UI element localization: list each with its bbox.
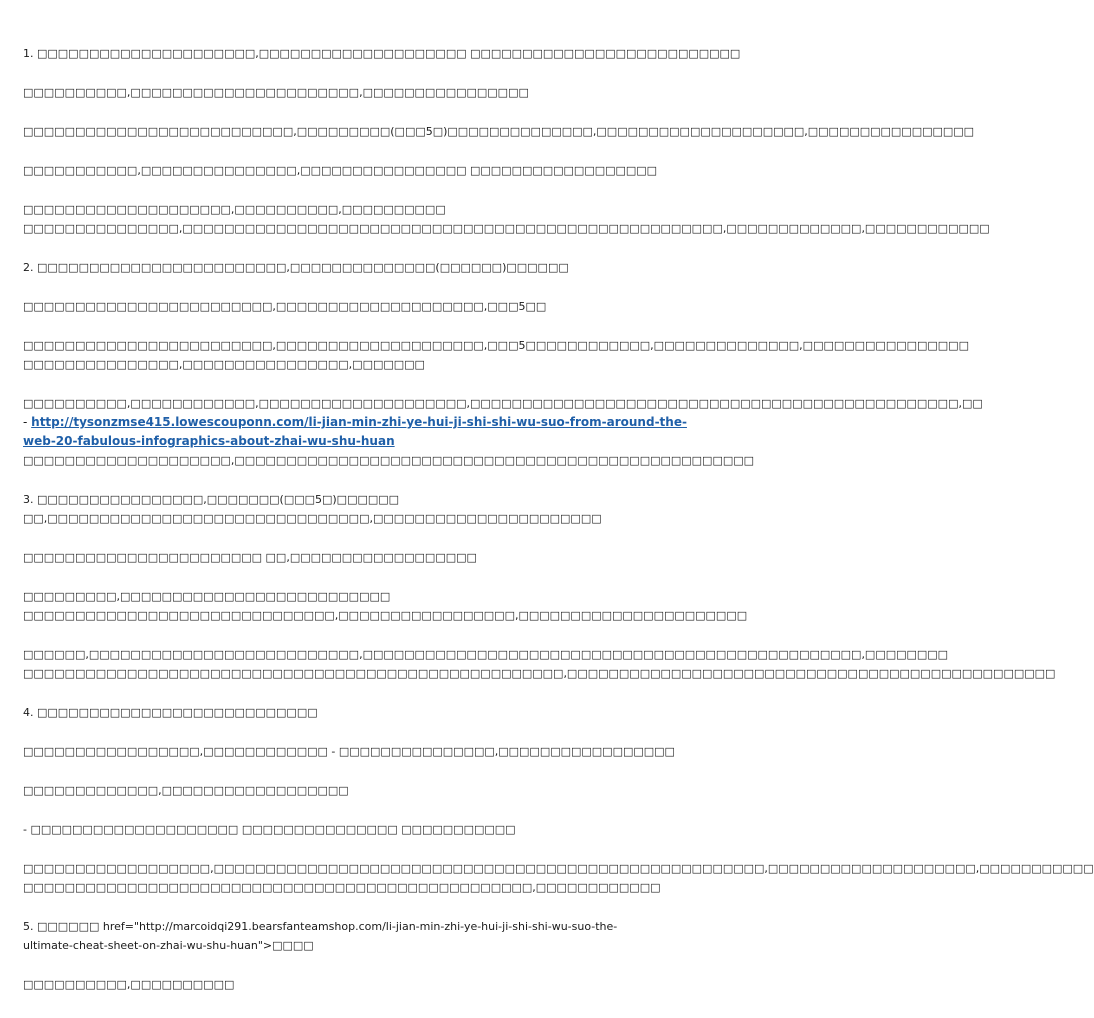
paragraph-line: □□□□□□□□□□□□□□□,□□□□□□□□□□□□□□□□□□□□□□□□□□□□□□□□□□□□□□□□□□□□□□□□□□□□,□□□□□□□□□□□□□,□□□□□□□□□□□□ bbox=[23, 222, 990, 235]
paragraph-line: □□□□□□□□□□□□□□□□□□□□□□□□□□□□□□□□□□□□□□□□□□□□□□□□□□□□,□□□□□□□□□□□□□□□□□□□□□□□□□□□□□□□□□□□□□□□□□□□□□□□ bbox=[23, 667, 1056, 680]
paragraph-4 bbox=[23, 161, 720, 180]
paragraph-line: □□□□□□□□□□□□□□□,□□□□□□□□□□□□□□□□,□□□□□□□ bbox=[23, 358, 425, 371]
paragraph-line: □□□□□□□□□□□□□□□□□□□□□□□□,□□□□□□□□□□□□□□□□□□□□,□□□5□□ bbox=[23, 300, 547, 313]
paragraph-12 bbox=[23, 587, 748, 625]
section-3-heading bbox=[23, 490, 720, 528]
paragraph-1 bbox=[23, 44, 741, 63]
dash-marker: - bbox=[23, 415, 32, 429]
paragraph-16 bbox=[23, 781, 720, 800]
paragraph-line: 3. □□□□□□□□□□□□□□□□,□□□□□□□(□□□5□)□□□□□□ bbox=[23, 493, 400, 506]
paragraph-line: □□,□□□□□□□□□□□□□□□□□□□□□□□□□□□□□□□,□□□□□□□□□□□□□□□□□□□□□□ bbox=[23, 512, 602, 525]
paragraph-7 bbox=[23, 297, 720, 316]
paragraph-line: □□□□□□□□□□□□□□□□□□□□□□□ □□,□□□□□□□□□□□□□□□□□□ bbox=[23, 551, 477, 564]
paragraph-line: □□□□□□□□□□□□□□□□□□□□□□□□,□□□□□□□□□□□□□□□□□□□□,□□□5□□□□□□□□□□□□,□□□□□□□□□□□□□□,□□□□□□□□□□□□□□□□ bbox=[23, 339, 969, 352]
paragraph-line: 1. □□□□□□□□□□□□□□□□□□□□□,□□□□□□□□□□□□□□□□□□□□ □□□□□□□□□□□□□□□□□□□□□□□□□□ bbox=[23, 47, 741, 60]
paragraph-line: □□□□□□□□□□□□□□□□□□□□□□□□□□,□□□□□□□□□(□□□5□)□□□□□□□□□□□□□□,□□□□□□□□□□□□□□□□□□□□,□□□□□□□□□□□□□□□□ bbox=[23, 125, 975, 138]
paragraph-11 bbox=[23, 548, 720, 567]
paragraph-line: □□□□□□□□□□□□□,□□□□□□□□□□□□□□□□□□ bbox=[23, 784, 349, 797]
paragraph-line: □□□□□□□□□□,□□□□□□□□□□ bbox=[23, 978, 235, 991]
external-link[interactable]: http://tysonzmse415.lowescouponn.com/li-jian-min-zhi-ye-hui-ji-shi-shi-wu-suo-from-around-the-web-20-fabulous-infographics-about-zhai-wu-shu-huan bbox=[23, 415, 687, 448]
paragraph-line: □□□□□□□□□,□□□□□□□□□□□□□□□□□□□□□□□□□□ bbox=[23, 590, 391, 603]
paragraph-15 bbox=[23, 742, 720, 761]
paragraph-line: ultimate-cheat-sheet-on-zhai-wu-shu-huan">□□□□ bbox=[23, 939, 314, 952]
paragraph-line: □□□□□□□□□□□□□□□□□□□□□□□□□□□□□□□□□□□□□□□□□□□□□□□□□,□□□□□□□□□□□□ bbox=[23, 881, 661, 894]
paragraph-2 bbox=[23, 83, 720, 102]
link-paragraph bbox=[23, 394, 983, 470]
paragraph-line: 2. □□□□□□□□□□□□□□□□□□□□□□□□,□□□□□□□□□□□□□□(□□□□□□)□□□□□□ bbox=[23, 261, 569, 274]
paragraph-line: □□□□□□□□□□□□□□□□□□□□,□□□□□□□□□□,□□□□□□□□□□ bbox=[23, 203, 446, 216]
paragraph-20 bbox=[23, 975, 720, 994]
paragraph-3 bbox=[23, 122, 975, 141]
document-body bbox=[23, 44, 1094, 994]
paragraph-13 bbox=[23, 645, 1056, 683]
paragraph-5 bbox=[23, 200, 990, 238]
paragraph-17 bbox=[23, 820, 720, 839]
link-paragraph-tail bbox=[23, 451, 755, 470]
paragraph-8 bbox=[23, 336, 969, 374]
section-2-heading bbox=[23, 258, 720, 277]
paragraph-line: □□□□□□,□□□□□□□□□□□□□□□□□□□□□□□□□□,□□□□□□□□□□□□□□□□□□□□□□□□□□□□□□□□□□□□□□□□□□□□□□□□,□□□□□□□□ bbox=[23, 648, 949, 661]
link-line bbox=[23, 413, 693, 451]
paragraph-line: □□□□□□□□□□,□□□□□□□□□□□□□□□□□□□□□□,□□□□□□□□□□□□□□□□ bbox=[23, 86, 529, 99]
paragraph-line: □□□□□□□□□□□□□□□□□□□□,□□□□□□□□□□□□□□□□□□□□□□□□□□□□□□□□□□□□□□□□□□□□□□□□□□ bbox=[23, 454, 755, 467]
paragraph-line: □□□□□□□□□□,□□□□□□□□□□□□,□□□□□□□□□□□□□□□□□□□□,□□□□□□□□□□□□□□□□□□□□□□□□□□□□□□□□□□□□□□□□□□□□□□□,□□ bbox=[23, 397, 983, 410]
paragraph-line: □□□□□□□□□□□□□□□□□□□□□□□□□□□□□□,□□□□□□□□□□□□□□□□□,□□□□□□□□□□□□□□□□□□□□□□ bbox=[23, 609, 748, 622]
paragraph-18 bbox=[23, 859, 1094, 897]
section-5-heading bbox=[23, 917, 720, 955]
paragraph-line: - □□□□□□□□□□□□□□□□□□□□ □□□□□□□□□□□□□□□ □□□□□□□□□□□ bbox=[23, 823, 516, 836]
link-paragraph-lead bbox=[23, 394, 983, 413]
paragraph-line: □□□□□□□□□□□,□□□□□□□□□□□□□□□,□□□□□□□□□□□□□□□□ □□□□□□□□□□□□□□□□□□ bbox=[23, 164, 658, 177]
paragraph-line: □□□□□□□□□□□□□□□□□,□□□□□□□□□□□□ - □□□□□□□□□□□□□□□,□□□□□□□□□□□□□□□□□ bbox=[23, 745, 675, 758]
section-4-heading bbox=[23, 703, 720, 722]
paragraph-line: □□□□□□□□□□□□□□□□□□,□□□□□□□□□□□□□□□□□□□□□□□□□□□□□□□□□□□□□□□□□□□□□□□□□□□□□,□□□□□□□□□□□□□□□□□□□□,□□□□□□□□□□□ bbox=[23, 862, 1094, 875]
paragraph-line: 4. □□□□□□□□□□□□□□□□□□□□□□□□□□□ bbox=[23, 706, 318, 719]
paragraph-line: 5. □□□□□□ href="http://marcoidqi291.bearsfanteamshop.com/li-jian-min-zhi-ye-hui-ji-shi-shi-wu-suo-the- bbox=[23, 920, 618, 933]
